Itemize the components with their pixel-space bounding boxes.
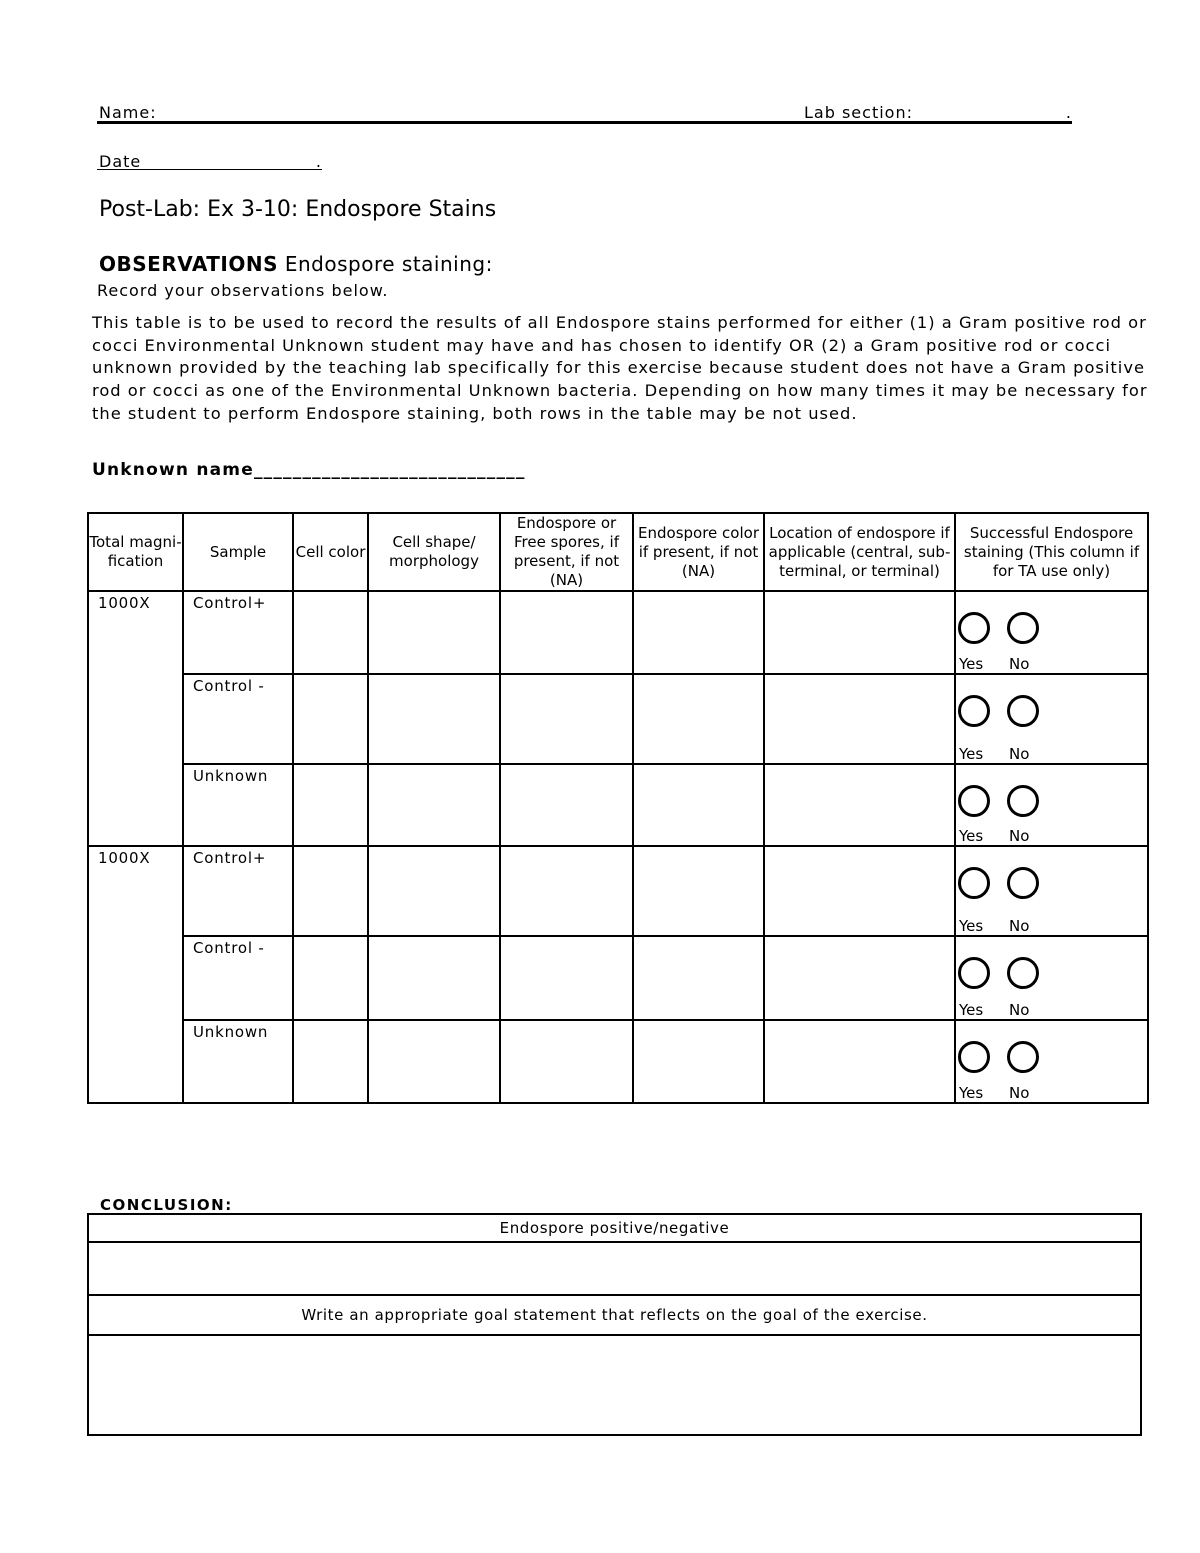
conclusion-table: [87, 1213, 1142, 1436]
table-row: [88, 1242, 1141, 1295]
sample-cell: Control+: [183, 591, 293, 674]
sample-cell: Control -: [183, 674, 293, 764]
cell-color-input[interactable]: [293, 846, 368, 936]
sample-cell: Control+: [183, 846, 293, 936]
observations-subheading: Endospore staining:: [284, 252, 493, 276]
no-radio[interactable]: [1007, 867, 1039, 899]
success-radio-cell: [955, 846, 1148, 936]
table-row: [88, 1335, 1141, 1435]
header-sample: Sample: [183, 513, 293, 591]
name-line-end: .: [1065, 103, 1072, 122]
header-endospore-color: Endospore color if present, if not (NA): [633, 513, 764, 591]
no-label: No: [1009, 827, 1030, 845]
no-radio[interactable]: [1007, 957, 1039, 989]
location-input[interactable]: [764, 846, 955, 936]
yes-label: Yes: [959, 827, 984, 845]
endospore-free-input[interactable]: [500, 674, 633, 764]
location-input[interactable]: [764, 936, 955, 1020]
location-input[interactable]: [764, 764, 955, 846]
endospore-free-input[interactable]: [500, 591, 633, 674]
no-label: No: [1009, 655, 1030, 673]
table-row: [88, 764, 1148, 846]
endospore-result-input[interactable]: [88, 1242, 1141, 1295]
endospore-color-input[interactable]: [633, 1020, 764, 1103]
header-cell-shape: Cell shape/ morphology: [368, 513, 500, 591]
cell-shape-input[interactable]: [368, 846, 500, 936]
yes-radio[interactable]: [958, 957, 990, 989]
endospore-color-input[interactable]: [633, 764, 764, 846]
cell-color-input[interactable]: [293, 764, 368, 846]
conclusion-heading: CONCLUSION:: [100, 1196, 233, 1214]
endospore-color-input[interactable]: [633, 591, 764, 674]
header-location: Location of endospore if applicable (central, sub-terminal, or terminal): [764, 513, 955, 591]
header-endospore-free: Endospore or Free spores, if present, if not (NA): [500, 513, 633, 591]
cell-shape-input[interactable]: [368, 1020, 500, 1103]
sample-cell: Control -: [183, 936, 293, 1020]
yes-radio[interactable]: [958, 1041, 990, 1073]
yes-radio[interactable]: [958, 612, 990, 644]
yes-label: Yes: [959, 745, 984, 763]
date-line-end: .: [315, 152, 322, 171]
table-row: [88, 846, 1148, 936]
location-input[interactable]: [764, 591, 955, 674]
no-radio[interactable]: [1007, 785, 1039, 817]
endospore-free-input[interactable]: [500, 1020, 633, 1103]
no-radio[interactable]: [1007, 695, 1039, 727]
goal-statement-input[interactable]: [88, 1335, 1141, 1435]
cell-color-input[interactable]: [293, 591, 368, 674]
no-label: No: [1009, 745, 1030, 763]
endospore-free-input[interactable]: [500, 936, 633, 1020]
observations-label: OBSERVATIONS: [99, 252, 278, 276]
location-input[interactable]: [764, 1020, 955, 1103]
no-radio[interactable]: [1007, 612, 1039, 644]
cell-color-input[interactable]: [293, 674, 368, 764]
cell-shape-input[interactable]: [368, 591, 500, 674]
no-radio[interactable]: [1007, 1041, 1039, 1073]
sample-cell: Unknown: [183, 1020, 293, 1103]
magnification-cell: 1000X: [88, 846, 183, 1103]
success-radio-cell: [955, 1020, 1148, 1103]
table-row: [88, 1020, 1148, 1103]
date-field[interactable]: [97, 152, 322, 170]
success-radio-cell: [955, 764, 1148, 846]
no-label: No: [1009, 1001, 1030, 1019]
yes-radio[interactable]: [958, 785, 990, 817]
header-cell-color: Cell color: [293, 513, 368, 591]
endospore-color-input[interactable]: [633, 846, 764, 936]
conclusion-label-1: Endospore positive/negative: [88, 1214, 1141, 1242]
yes-label: Yes: [959, 655, 984, 673]
success-radio-cell: [955, 936, 1148, 1020]
yes-label: Yes: [959, 917, 984, 935]
location-input[interactable]: [764, 674, 955, 764]
table-row: [88, 591, 1148, 674]
magnification-cell: 1000X: [88, 591, 183, 846]
success-radio-cell: [955, 674, 1148, 764]
success-radio-cell: [955, 591, 1148, 674]
endospore-free-input[interactable]: [500, 764, 633, 846]
endospore-color-input[interactable]: [633, 674, 764, 764]
yes-radio[interactable]: [958, 695, 990, 727]
instructions-paragraph: This table is to be used to record the results of all Endospore stains performed for either (1) a Gram positive rod or cocci Environmental Unknown student may have and has chosen to identify OR (2) a Gram positive rod or cocci unknown provided by the teaching lab specifically for this exercise because student does not have a Gram positive rod or cocci as one of the Environmental Unknown bacteria. Depending on how many times it may be necessary for the student to perform Endospore staining, both rows in the table may be not used.: [92, 313, 1148, 423]
sample-cell: Unknown: [183, 764, 293, 846]
date-label: Date: [99, 152, 142, 171]
endospore-free-input[interactable]: [500, 846, 633, 936]
table-row: [88, 936, 1148, 1020]
lab-section-label: Lab section:: [804, 103, 913, 122]
cell-shape-input[interactable]: [368, 764, 500, 846]
table-row: [88, 674, 1148, 764]
yes-label: Yes: [959, 1084, 984, 1102]
yes-radio[interactable]: [958, 867, 990, 899]
name-label: Name:: [99, 103, 157, 122]
endospore-color-input[interactable]: [633, 936, 764, 1020]
table-row: [88, 1295, 1141, 1335]
header-successful: Successful Endospore staining (This column if for TA use only): [955, 513, 1148, 591]
cell-color-input[interactable]: [293, 1020, 368, 1103]
record-instruction: Record your observations below.: [97, 281, 389, 300]
observations-heading: [99, 252, 493, 276]
cell-shape-input[interactable]: [368, 936, 500, 1020]
cell-shape-input[interactable]: [368, 674, 500, 764]
conclusion-label-2: Write an appropriate goal statement that reflects on the goal of the exercise.: [88, 1295, 1141, 1335]
header-magnification: Total magni- fication: [88, 513, 183, 591]
yes-label: Yes: [959, 1001, 984, 1019]
no-label: No: [1009, 1084, 1030, 1102]
table-row: [88, 1214, 1141, 1242]
cell-color-input[interactable]: [293, 936, 368, 1020]
no-label: No: [1009, 917, 1030, 935]
page-title: Post-Lab: Ex 3-10: Endospore Stains: [99, 197, 497, 222]
name-field[interactable]: [97, 103, 1072, 124]
table-header-row: [88, 513, 1148, 591]
unknown-name-field[interactable]: Unknown name____________________________: [92, 460, 526, 480]
observations-table: [87, 512, 1149, 1104]
